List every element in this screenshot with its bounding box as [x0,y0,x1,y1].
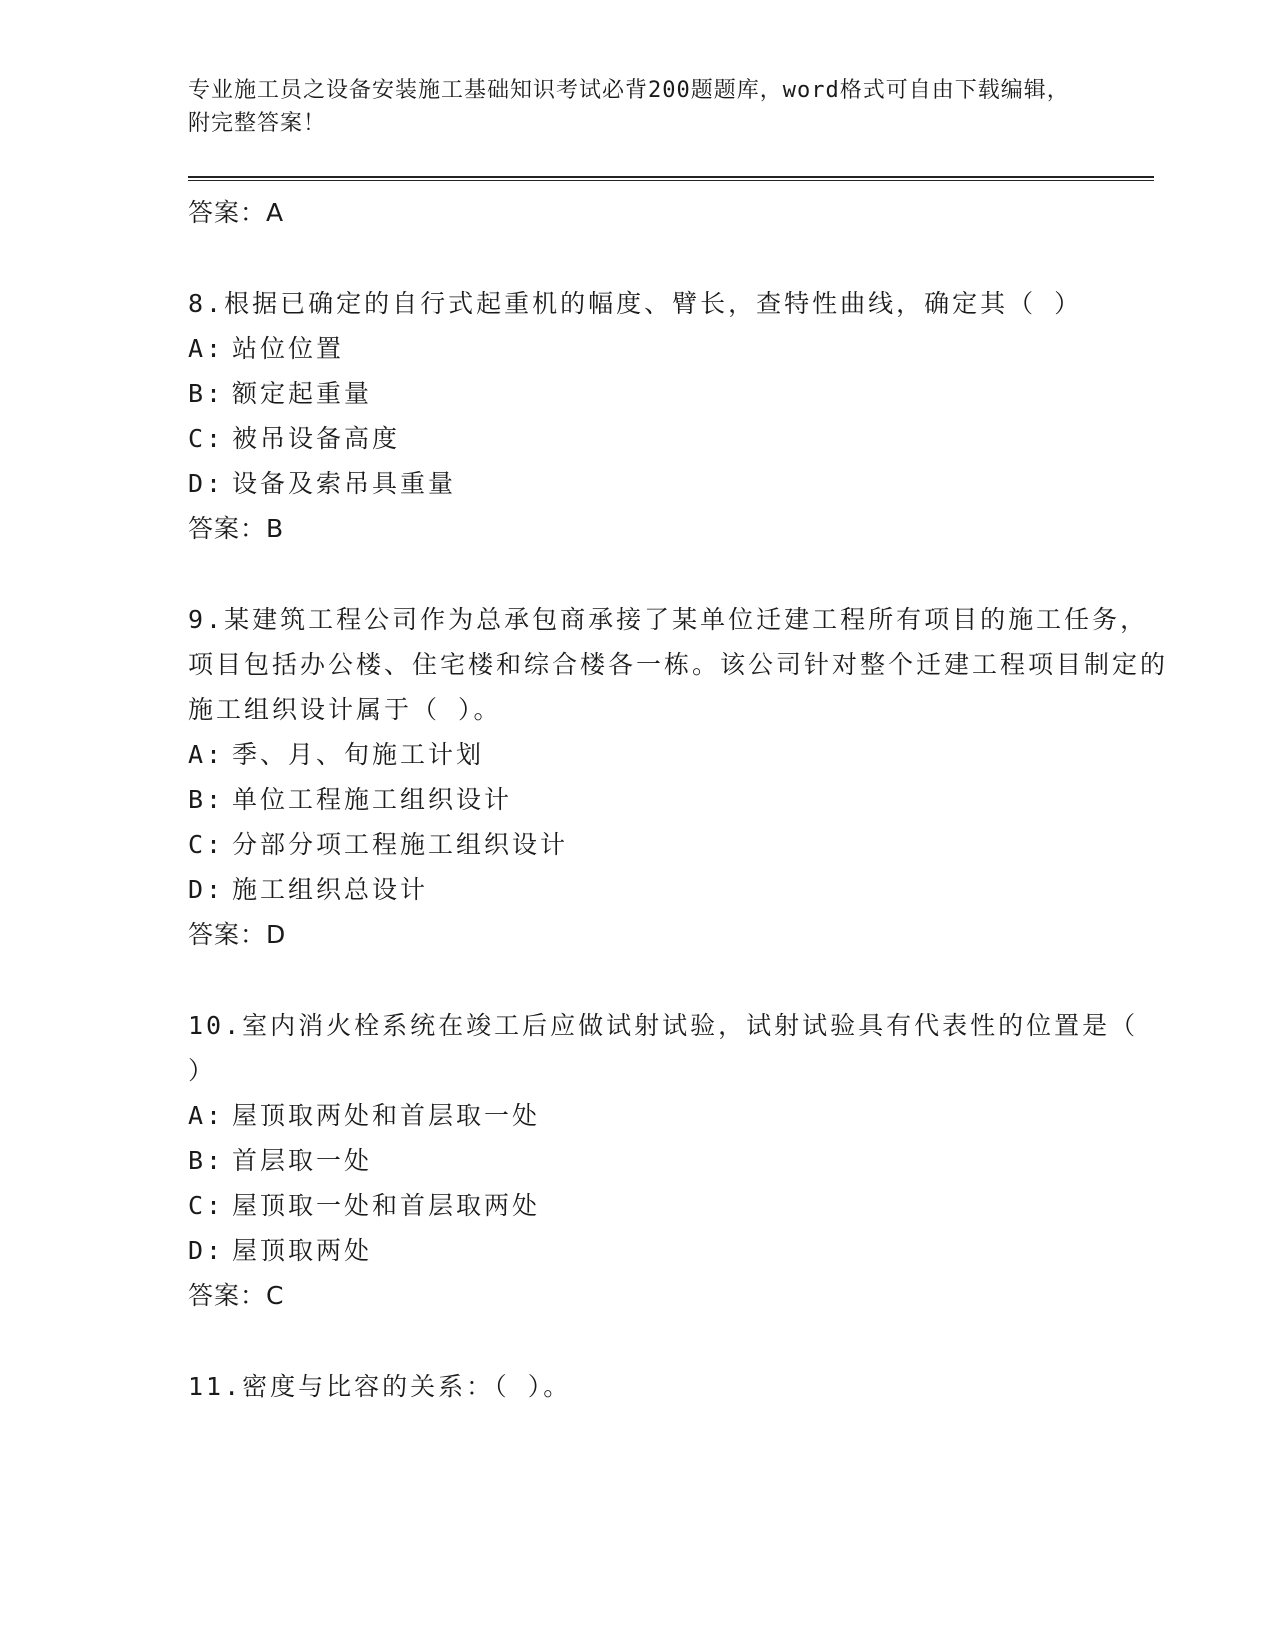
option-c [188,416,1168,461]
option-key: A: [188,740,225,769]
option-b [188,371,1168,416]
option-d [188,1228,1168,1273]
option-b [188,1138,1168,1183]
document-header-title: 专业施工员之设备安装施工基础知识考试必背200题题库，word格式可自由下载编辑，附完整答案！ [188,78,1070,136]
question-item [188,281,1168,551]
option-key: B: [188,785,225,814]
option-text: 额定起重量 [232,379,373,408]
question-text: 11.密度与比容的关系：（ ）。 [188,1372,572,1401]
answer-label: 答案：A [188,198,285,227]
option-text: 分部分项工程施工组织设计 [232,830,569,859]
option-a [188,326,1168,371]
question-text: 9.某建筑工程公司作为总承包商承接了某单位迁建工程所有项目的施工任务，项目包括办公楼、住宅楼和综合楼各一栋。该公司针对整个迁建工程项目制定的施工组织设计属于（ ）。 [188,605,1169,724]
option-c [188,1183,1168,1228]
option-c [188,822,1168,867]
option-key: C: [188,1191,225,1220]
header-divider [188,176,1154,181]
option-a [188,1093,1168,1138]
option-text: 施工组织总设计 [232,875,429,904]
answer-label: 答案：C [188,1281,285,1310]
option-text: 站位位置 [232,334,345,363]
option-d [188,867,1168,912]
question-text: 8.根据已确定的自行式起重机的幅度、臂长，查特性曲线，确定其（ ） [188,289,1083,318]
question-item [188,1364,1168,1409]
option-text: 单位工程施工组织设计 [232,785,513,814]
option-key: A: [188,334,225,363]
question-text: 10.室内消火栓系统在竣工后应做试射试验，试射试验具有代表性的位置是（ ） [188,1011,1139,1085]
option-text: 设备及索吊具重量 [232,469,457,498]
option-key: D: [188,469,225,498]
option-key: D: [188,1236,225,1265]
option-key: B: [188,379,225,408]
option-b [188,777,1168,822]
option-a [188,732,1168,777]
option-text: 屋顶取两处 [232,1236,373,1265]
option-key: A: [188,1101,225,1130]
answer-label: 答案：D [188,920,287,949]
question-item [188,1003,1168,1318]
option-key: D: [188,875,225,904]
option-key: C: [188,830,225,859]
question-list [188,190,1168,1409]
option-text: 被吊设备高度 [232,424,401,453]
option-key: C: [188,424,225,453]
option-key: B: [188,1146,225,1175]
answer-label: 答案：B [188,514,285,543]
option-text: 季、月、旬施工计划 [232,740,485,769]
option-text: 屋顶取一处和首层取两处 [232,1191,541,1220]
option-text: 首层取一处 [232,1146,373,1175]
option-d [188,461,1168,506]
option-text: 屋顶取两处和首层取一处 [232,1101,541,1130]
question-item [188,597,1168,957]
